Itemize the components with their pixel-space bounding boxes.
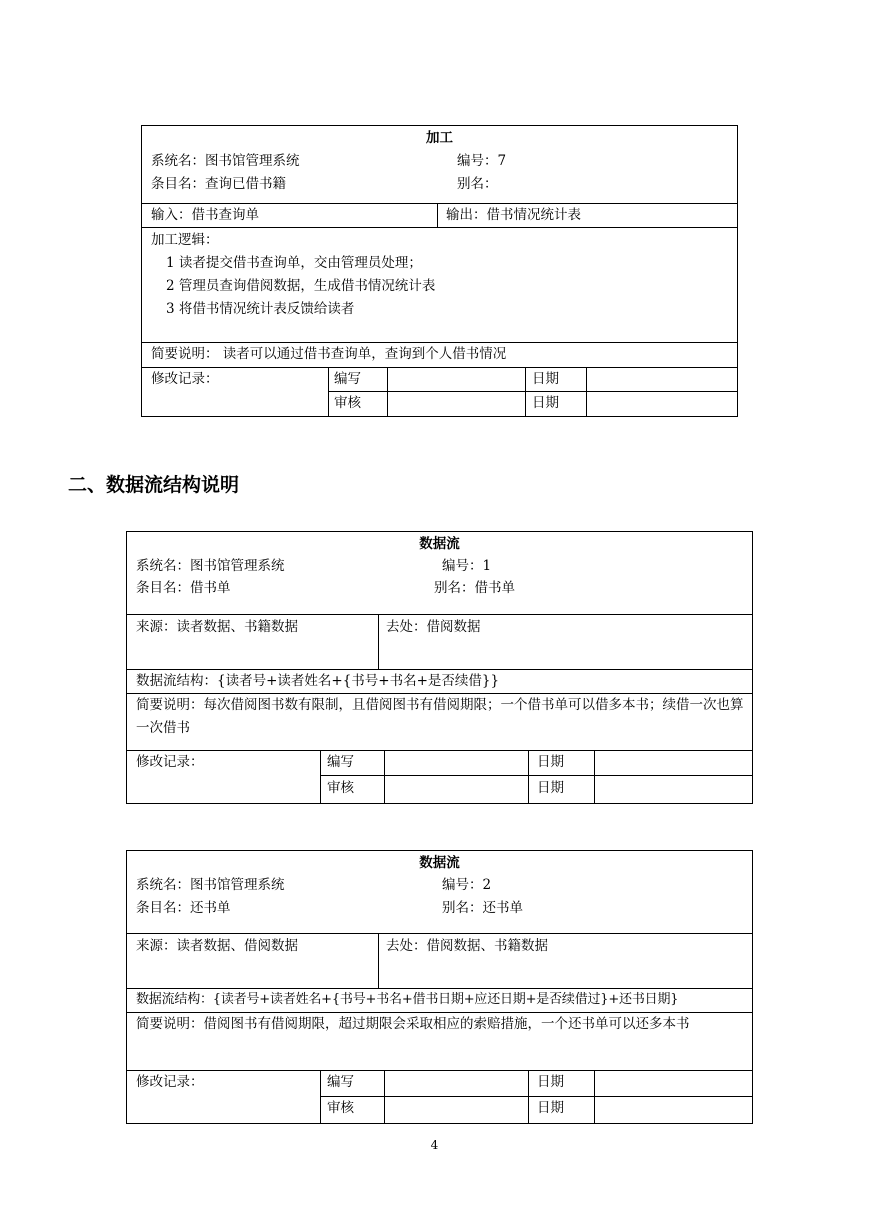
entry-alias: 别名：借书单 <box>434 580 515 596</box>
dataflow-card <box>126 531 753 804</box>
edit-label: 编写 <box>334 371 361 387</box>
divider <box>320 750 321 803</box>
entry-number: 编号：2 <box>442 877 492 893</box>
review-label: 审核 <box>334 395 361 411</box>
divider <box>142 227 737 228</box>
section-heading: 二、数据流结构说明 <box>68 474 240 496</box>
divider <box>378 933 379 988</box>
divider <box>142 203 737 204</box>
review-label: 审核 <box>327 1100 354 1116</box>
entry-name: 条目名：还书单 <box>136 900 231 916</box>
divider <box>142 367 737 368</box>
divider <box>437 203 438 227</box>
divider <box>328 391 737 392</box>
divider <box>320 1096 752 1097</box>
divider <box>127 933 752 934</box>
divider <box>528 750 529 803</box>
logic-step: 1 读者提交借书查询单，交由管理员处理； <box>166 255 422 271</box>
structure-field: 数据流结构：{读者号+读者姓名+{书号+书名+是否续借}} <box>136 673 500 689</box>
source-field: 来源：读者数据、书籍数据 <box>136 619 298 635</box>
date-label: 日期 <box>537 1100 564 1116</box>
summary: 简要说明：每次借阅图书数有限制，且借阅图书有借阅期限；一个借书单可以借多本书；续借一次也算一次借书 <box>136 697 744 736</box>
structure-field: 数据流结构：{读者号+读者姓名+{书号+书名+借书日期+应还日期+是否续借过}+还书日期} <box>136 992 679 1007</box>
date-label: 日期 <box>532 371 559 387</box>
entry-alias: 别名： <box>457 176 498 192</box>
record-label: 修改记录： <box>136 754 204 770</box>
divider <box>127 1070 752 1071</box>
divider <box>127 614 752 615</box>
output-field: 输出：借书情况统计表 <box>446 207 581 223</box>
logic-label: 加工逻辑： <box>151 232 219 248</box>
date-label: 日期 <box>537 1074 564 1090</box>
review-label: 审核 <box>327 780 354 796</box>
card-title: 加工 <box>426 130 453 146</box>
divider <box>594 750 595 803</box>
divider <box>127 750 752 751</box>
system-name: 系统名：图书馆管理系统 <box>136 558 285 574</box>
date-label: 日期 <box>537 754 564 770</box>
dataflow-card <box>126 850 753 1124</box>
input-field: 输入：借书查询单 <box>151 207 259 223</box>
record-label: 修改记录： <box>151 371 219 387</box>
record-label: 修改记录： <box>136 1074 204 1090</box>
logic-step: 2 管理员查询借阅数据，生成借书情况统计表 <box>166 278 436 294</box>
dest-field: 去处：借阅数据、书籍数据 <box>386 938 548 954</box>
edit-label: 编写 <box>327 1074 354 1090</box>
card-title: 数据流 <box>419 536 460 552</box>
summary: 简要说明： 读者可以通过借书查询单，查询到个人借书情况 <box>151 346 507 362</box>
entry-number: 编号：7 <box>457 153 507 169</box>
divider <box>320 775 752 776</box>
process-card <box>141 125 738 417</box>
entry-alias: 别名：还书单 <box>442 900 523 916</box>
date-label: 日期 <box>532 395 559 411</box>
page-number: 4 <box>430 1138 439 1152</box>
entry-name: 条目名：借书单 <box>136 580 231 596</box>
dest-field: 去处：借阅数据 <box>386 619 481 635</box>
source-field: 来源：读者数据、借阅数据 <box>136 938 298 954</box>
divider <box>127 669 752 670</box>
entry-name: 条目名：查询已借书籍 <box>151 176 286 192</box>
system-name: 系统名：图书馆管理系统 <box>151 153 300 169</box>
divider <box>127 988 752 989</box>
divider <box>142 342 737 343</box>
entry-number: 编号：1 <box>442 558 492 574</box>
logic-step: 3 将借书情况统计表反馈给读者 <box>166 301 355 317</box>
divider <box>378 614 379 669</box>
divider <box>384 750 385 803</box>
date-label: 日期 <box>537 780 564 796</box>
card-title: 数据流 <box>419 855 460 871</box>
edit-label: 编写 <box>327 754 354 770</box>
summary: 简要说明：借阅图书有借阅期限，超过期限会采取相应的索赔措施，一个还书单可以还多本书 <box>136 1016 690 1032</box>
system-name: 系统名：图书馆管理系统 <box>136 877 285 893</box>
